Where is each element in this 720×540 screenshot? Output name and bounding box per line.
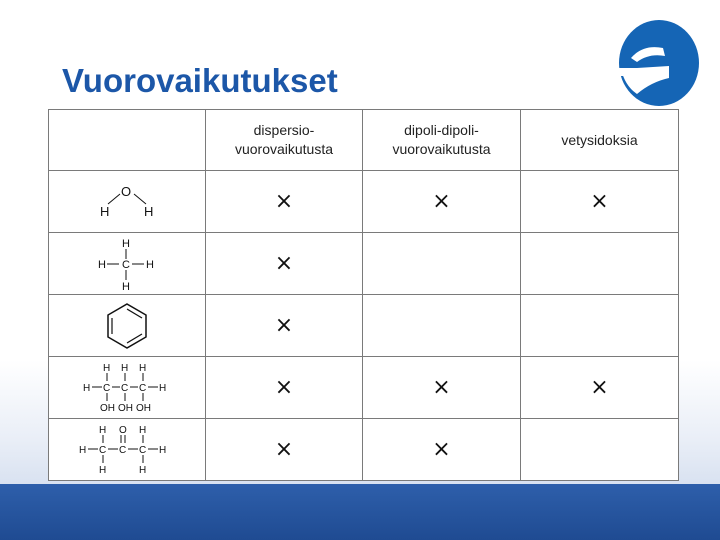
cell-empty (521, 295, 679, 357)
svg-text:H: H (144, 203, 154, 219)
interaction-table (48, 109, 679, 481)
water-structure (92, 182, 162, 222)
table-row (49, 419, 679, 481)
svg-text:OH: OH (100, 402, 115, 414)
benzene-structure (102, 301, 152, 351)
cross-mark: × (274, 375, 294, 400)
cell-mark (521, 171, 679, 233)
cross-mark: × (274, 251, 294, 276)
molecule-water (49, 171, 206, 233)
svg-text:C: C (139, 444, 147, 456)
table-row (49, 295, 679, 357)
header-label: dispersio- vuorovaikutusta (234, 122, 334, 157)
header-dispersion (206, 110, 363, 171)
svg-text:H: H (139, 464, 147, 476)
svg-text:C: C (121, 382, 129, 394)
svg-text:C: C (99, 444, 107, 456)
cell-empty (521, 233, 679, 295)
svg-text:H: H (159, 444, 167, 456)
cell-mark (363, 171, 521, 233)
cell-mark (206, 171, 363, 233)
cell-empty (363, 233, 521, 295)
cross-mark: × (432, 189, 451, 214)
molecule-acetone (49, 419, 206, 481)
header-label: vetysidoksia (561, 131, 638, 148)
cell-mark (206, 357, 363, 419)
svg-text:C: C (122, 258, 130, 271)
header-dipole-dipole (363, 110, 521, 171)
methane-structure (92, 236, 162, 292)
svg-text:H: H (99, 424, 107, 436)
cross-mark: × (274, 189, 294, 214)
table-row (49, 357, 679, 419)
cell-mark (363, 357, 521, 419)
cross-mark: × (274, 313, 294, 338)
acetone-structure (79, 422, 175, 478)
cell-empty (363, 295, 521, 357)
cell-empty (521, 419, 679, 481)
svg-text:H: H (159, 382, 167, 394)
svg-text:H: H (139, 424, 147, 436)
molecule-glycerol (49, 357, 206, 419)
cell-mark (206, 233, 363, 295)
glycerol-structure (79, 360, 175, 416)
table-row (49, 233, 679, 295)
svg-text:H: H (83, 382, 91, 394)
logo-icon (607, 18, 703, 110)
cell-mark (206, 419, 363, 481)
molecule-benzene (49, 295, 206, 357)
cell-mark (363, 419, 521, 481)
svg-text:H: H (122, 237, 130, 250)
svg-text:H: H (103, 362, 111, 374)
svg-text:H: H (146, 258, 154, 271)
cross-mark: × (590, 375, 609, 400)
cross-mark: × (590, 189, 609, 214)
svg-text:C: C (103, 382, 111, 394)
svg-text:OH: OH (118, 402, 133, 414)
molecule-methane (49, 233, 206, 295)
cell-mark (521, 357, 679, 419)
svg-text:OH: OH (136, 402, 151, 414)
cross-mark: × (432, 437, 451, 462)
cross-mark: × (274, 437, 294, 462)
svg-text:O: O (119, 424, 127, 436)
svg-text:C: C (139, 382, 147, 394)
svg-text:C: C (119, 444, 127, 456)
svg-text:H: H (139, 362, 147, 374)
table-row (49, 171, 679, 233)
header-label: dipoli-dipoli- vuorovaikutusta (392, 122, 491, 157)
header-row (49, 110, 679, 171)
svg-text:H: H (79, 444, 87, 456)
cross-mark: × (432, 375, 451, 400)
svg-text:O: O (121, 183, 132, 199)
svg-text:H: H (122, 280, 130, 292)
header-hydrogen-bonds (521, 110, 679, 171)
corner-cell (49, 110, 206, 171)
slide-title: Vuorovaikutukset (62, 62, 338, 99)
cell-mark (206, 295, 363, 357)
svg-text:H: H (100, 203, 110, 219)
svg-text:H: H (98, 258, 106, 271)
svg-text:H: H (99, 464, 107, 476)
footer-bar (0, 484, 720, 540)
brand-logo (607, 18, 703, 115)
svg-text:H: H (121, 362, 129, 374)
